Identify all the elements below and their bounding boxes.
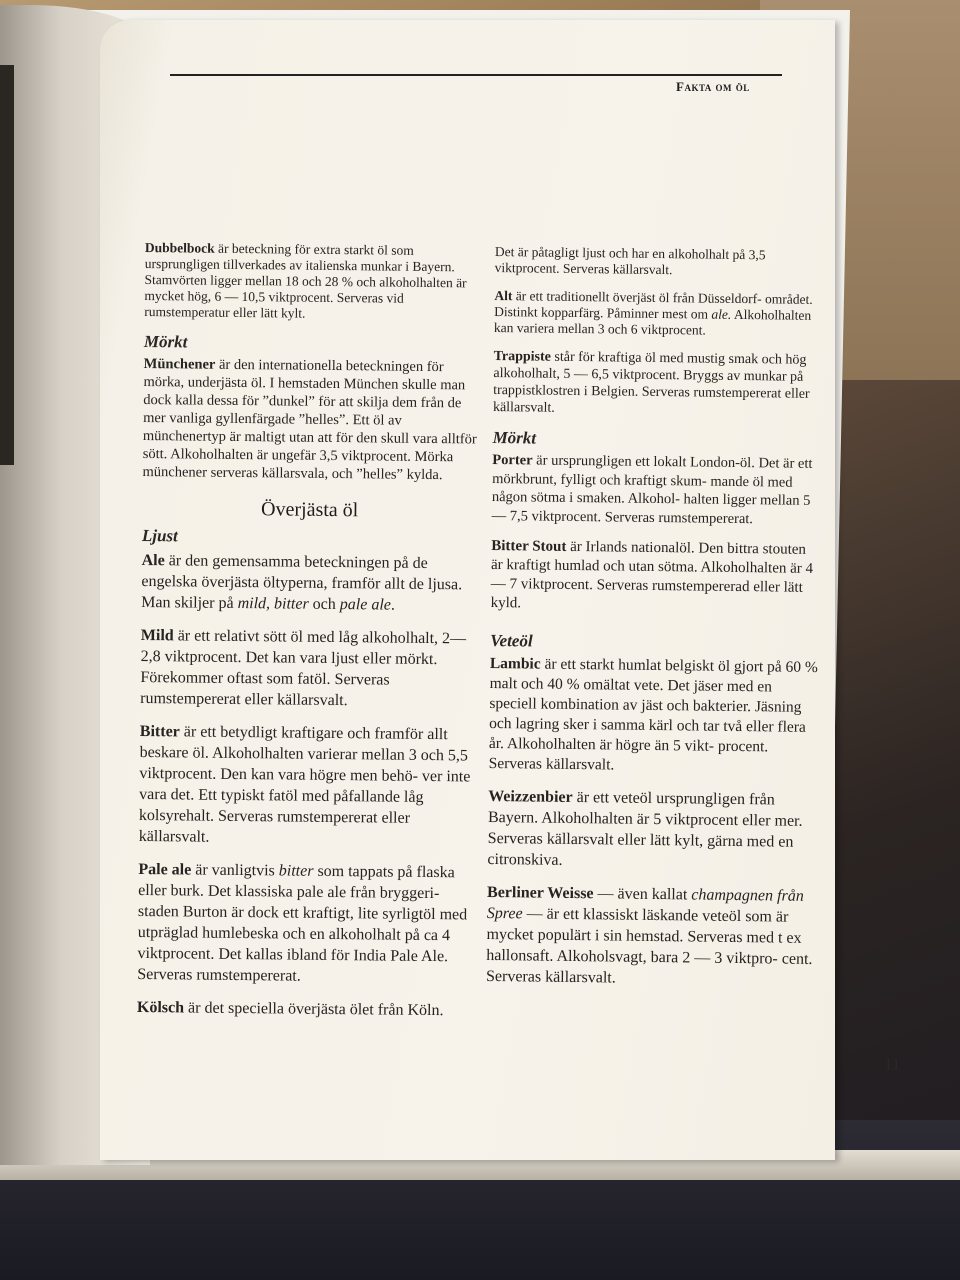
- term-bitter: Bitter: [139, 722, 180, 741]
- text-berliner-2: — är ett klassiskt läskande veteöl som är mycket populärt i sin hemstad. Serveras med t ex hallonsaft. Alkoholsvagt, bara 2 — 3 viktpro- cent. Serveras källarsvalt.: [485, 905, 813, 987]
- heading-veteol: Veteöl: [490, 631, 533, 651]
- term-porter: Porter: [492, 452, 533, 469]
- left-column: [137, 240, 480, 1033]
- text-ale-1: är den gemensamma beteckningen på de engelska överjästa öltyperna, framför allt de ljusa. Man skiljer på: [141, 551, 463, 612]
- text-trappiste: står för kraftiga öl med mustig smak och hög alkoholhalt, 5 — 6,5 viktprocent. Bryggs av munkar på trappistklostren i Belgien. Serveras rumstempererat eller källarsvalt.: [492, 349, 810, 416]
- page-number: 11: [884, 1055, 901, 1074]
- text-ale-3: .: [390, 596, 396, 614]
- paragraph-ale: [141, 550, 477, 617]
- term-kolsch: Kölsch: [136, 998, 185, 1017]
- term-dubbelbock: Dubbelbock: [144, 240, 215, 256]
- left-page-shadow: [0, 65, 14, 465]
- paragraph-trappiste: [493, 348, 824, 420]
- text-dubbelbock: är beteckning för extra starkt öl som ursprungligen tillverkades av italienska munkar i Bayern. Stamvörten ligger mellan 18 och 28 % och alkoholhalten är mycket hög, 6 — 10,5 viktprocent. Serveras vid rumstemperatur eller lätt kylt.: [144, 240, 467, 321]
- text-bitter: är ett betydligt kraftigare och framför allt beskare öl. Alkoholhalten varierar mellan 3 och 5,5 viktprocent. Den kan vara högre men behö- ver inte vara det. Ett typiskt fatöl med påfallande låg kolsyrehalt. Serveras rumstempererat eller källarsvalt.: [138, 723, 471, 846]
- paragraph-lambic: [489, 654, 820, 778]
- heading-morkt-right: Mörkt: [492, 427, 537, 448]
- paragraph-pale-ale: [137, 859, 473, 989]
- term-mild: Mild: [140, 626, 174, 644]
- text-lambic: är ett starkt humlat belgiskt öl gjort på 60 % malt och 40 % omältat vete. Det jäser med en speciell kombination av jäst och bakterier. Jäsning och lagring sker i samma kärl och tar två eller flera år. Alkoholhalten är högre än 5 vikt- procent. Serveras källarsvalt.: [488, 655, 818, 774]
- paragraph-bitter-stout: [490, 537, 821, 617]
- term-lambic: Lambic: [489, 655, 541, 673]
- term-berliner-weisse: Berliner Weisse: [486, 884, 594, 903]
- header-rule: [170, 74, 782, 76]
- paragraph-bitter: [139, 721, 475, 851]
- em-alt: ale.: [711, 306, 732, 322]
- term-weizzenbier: Weizzenbier: [488, 788, 573, 807]
- paragraph-dubbelbock: [144, 240, 480, 324]
- right-column: [486, 244, 825, 1003]
- text-berliner-1: — även kallat: [593, 885, 692, 904]
- term-munchener: Münchener: [143, 356, 216, 373]
- em-ale-1: mild, bitter: [237, 594, 309, 613]
- em-pale-ale: bitter: [278, 862, 314, 880]
- term-alt: Alt: [494, 287, 513, 304]
- text-munchener: är den internationella beteckningen för mörka, underjästa öl. I hemstaden München skulle man dock kalla dessa för ”dunkel” för att skilja dem från de mer vanliga gyllenfärgade ”helles”. Ett öl av münchenertyp är maltigt utan att för den skull vara alltför sött. Alkoholhalten är ungefär 3,5 viktprocent. Mörka münchener serveras källarsvala, och ”helles” kylda.: [142, 356, 477, 484]
- term-trappiste: Trappiste: [493, 348, 552, 365]
- text-alt-1: är ett traditionellt överjäst öl från Düsseldorf- området. Distinkt kopparfärg. Påminner mest om: [494, 288, 813, 322]
- text-porter: är ursprungligen ett lokalt London-öl. Det är ett mörkbrunt, fylligt och kraftigt skum- mande öl med någon sötma i smaken. Alkohol- halten ligger mellan 5 — 7,5 viktprocent. Serveras rumstempererat.: [491, 452, 813, 527]
- text-pale-ale-1: är vanligtvis: [191, 861, 279, 880]
- heading-morkt-left: Mörkt: [143, 331, 188, 352]
- section-title-overjasta: Överjästa öl: [260, 498, 359, 522]
- paragraph-munchener: [142, 355, 478, 485]
- paragraph-kolsch: [137, 997, 472, 1022]
- em-ale-2: pale ale: [339, 595, 392, 614]
- heading-ljust: Ljust: [141, 526, 178, 546]
- paragraph-alt: [494, 288, 825, 340]
- text-kolsch: är det speciella överjästa ölet från Köln.: [184, 999, 444, 1019]
- paragraph-porter: [492, 451, 823, 529]
- text-weizzenbier: är ett veteöl ursprungligen från Bayern. Alkoholhalten är 5 viktprocent eller mer. Serveras källarsvalt eller lätt kylt, gärna med en citronskiva.: [487, 789, 803, 870]
- text-mild: är ett relativt sött öl med låg alkoholhalt, 2—2,8 viktprocent. Det kan vara ljust eller mörkt. Förekommer oftast som fatöl. Serveras rumstempererat eller källarsvalt.: [140, 626, 467, 709]
- running-head: Fakta om öl: [676, 79, 750, 94]
- text-pale-ale-2: som tappats på flaska eller burk. Det klassiska pale ale från bryggeri- staden Burton är dock ett kraftigt, lite syrligtöl med utpräglad humlebeska och en alkoholhalt på ca 4 viktprocent. Det kallas ibland för India Pale Ale. Serveras rumstempererat.: [137, 862, 468, 985]
- paragraph-continued: Det är påtagligt ljust och har en alkoholhalt på 3,5 viktprocent. Serveras källarsvalt.: [494, 244, 766, 278]
- text-alt-2: Alkoholhalten kan variera mellan 3 och 6 viktprocent.: [493, 306, 812, 338]
- paragraph-mild: [140, 625, 476, 713]
- term-ale: Ale: [141, 551, 165, 569]
- em-berliner: champagnen från Spree: [486, 886, 804, 923]
- text-bitter-stout: är Irlands nationalöl. Den bittra stouten är kraftigt humlad och utan sötma. Alkoholhalten är 4 — 7 viktprocent. Serveras rumstempererad eller lätt kyld.: [490, 539, 814, 612]
- paragraph-weizzenbier: [487, 786, 818, 874]
- paragraph-berliner-weisse: [486, 882, 817, 991]
- term-pale-ale: Pale ale: [138, 860, 192, 879]
- term-bitter-stout: Bitter Stout: [491, 538, 567, 556]
- text-ale-2: och: [308, 595, 340, 613]
